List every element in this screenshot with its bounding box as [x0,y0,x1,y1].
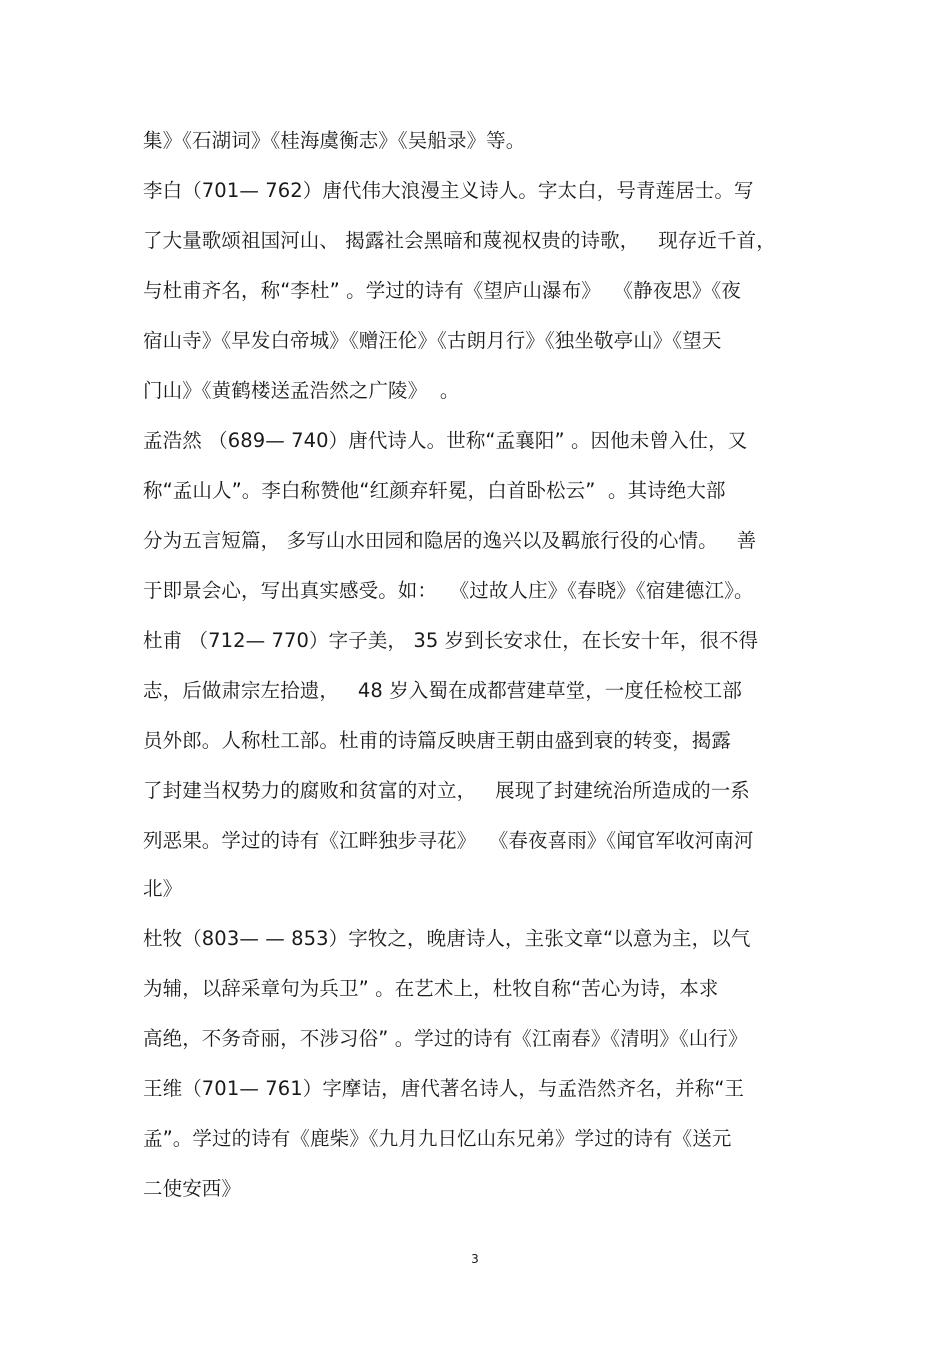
text-line: 北》 [143,877,183,900]
text-line: 员外郎。人称杜工部。杜甫的诗篇反映唐王朝由盛到衰的转变，揭露 [143,729,732,752]
text-line: 列恶果。学过的诗有《江畔独步寻花》 《春夜喜雨》《闻官军收河南河 [143,829,754,852]
text-line: 杜甫 （712— 770）字子美， 35 岁到长安求仕，在长安十年，很不得 [143,629,759,652]
text-line: 孟”。学过的诗有《鹿柴》《九月九日忆山东兄弟》学过的诗有《送元 [143,1127,732,1150]
text-line: 王维（701— 761）字摩诘，唐代著名诗人，与孟浩然齐名，并称“王 [143,1077,745,1100]
text-line: 集》《石湖词》《桂海虞衡志》《吴船录》等。 [143,129,526,152]
text-line: 了封建当权势力的腐败和贫富的对立， 展现了封建统治所造成的一系 [143,779,750,802]
text-line: 与杜甫齐名，称“李杜” 。学过的诗有《望庐山瀑布》 《静夜思》《夜 [143,279,741,302]
text-line: 门山》《黄鹤楼送孟浩然之广陵》 。 [143,379,460,402]
page-number: 3 [471,1252,479,1266]
text-line: 了大量歌颂祖国河山、 揭露社会黑暗和蔑视权贵的诗歌， 现存近千首， [143,229,776,252]
text-line: 孟浩然 （689— 740）唐代诗人。世称“孟襄阳” 。因他未曾入仕，又 [143,429,748,452]
text-line: 高绝，不务奇丽，不涉习俗” 。学过的诗有《江南春》《清明》《山行》 [143,1027,748,1050]
text-line: 杜牧（803— — 853）字牧之，晚唐诗人，主张文章“以意为主，以气 [143,927,751,950]
text-line: 李白（701— 762）唐代伟大浪漫主义诗人。字太白，号青莲居士。写 [143,179,754,202]
text-line: 二使安西》 [143,1177,242,1200]
text-line: 于即景会心，写出真实感受。如： 《过故人庄》《春晓》《宿建德江》。 [143,579,754,602]
text-line: 分为五言短篇， 多写山水田园和隐居的逸兴以及羁旅行役的心情。 善 [143,529,757,552]
text-line: 称“孟山人”。李白称赞他“红颜弃轩冕，白首卧松云” 。其诗绝大部 [143,479,726,502]
text-line: 为辅，以辞采章句为兵卫” 。在艺术上，杜牧自称“苦心为诗，本求 [143,977,719,1000]
text-line: 宿山寺》《早发白帝城》《赠汪伦》《古朗月行》《独坐敬亭山》《望天 [143,329,722,352]
text-line: 志，后做肃宗左拾遗， 48 岁入蜀在成都营建草堂，一度任检校工部 [143,679,743,702]
